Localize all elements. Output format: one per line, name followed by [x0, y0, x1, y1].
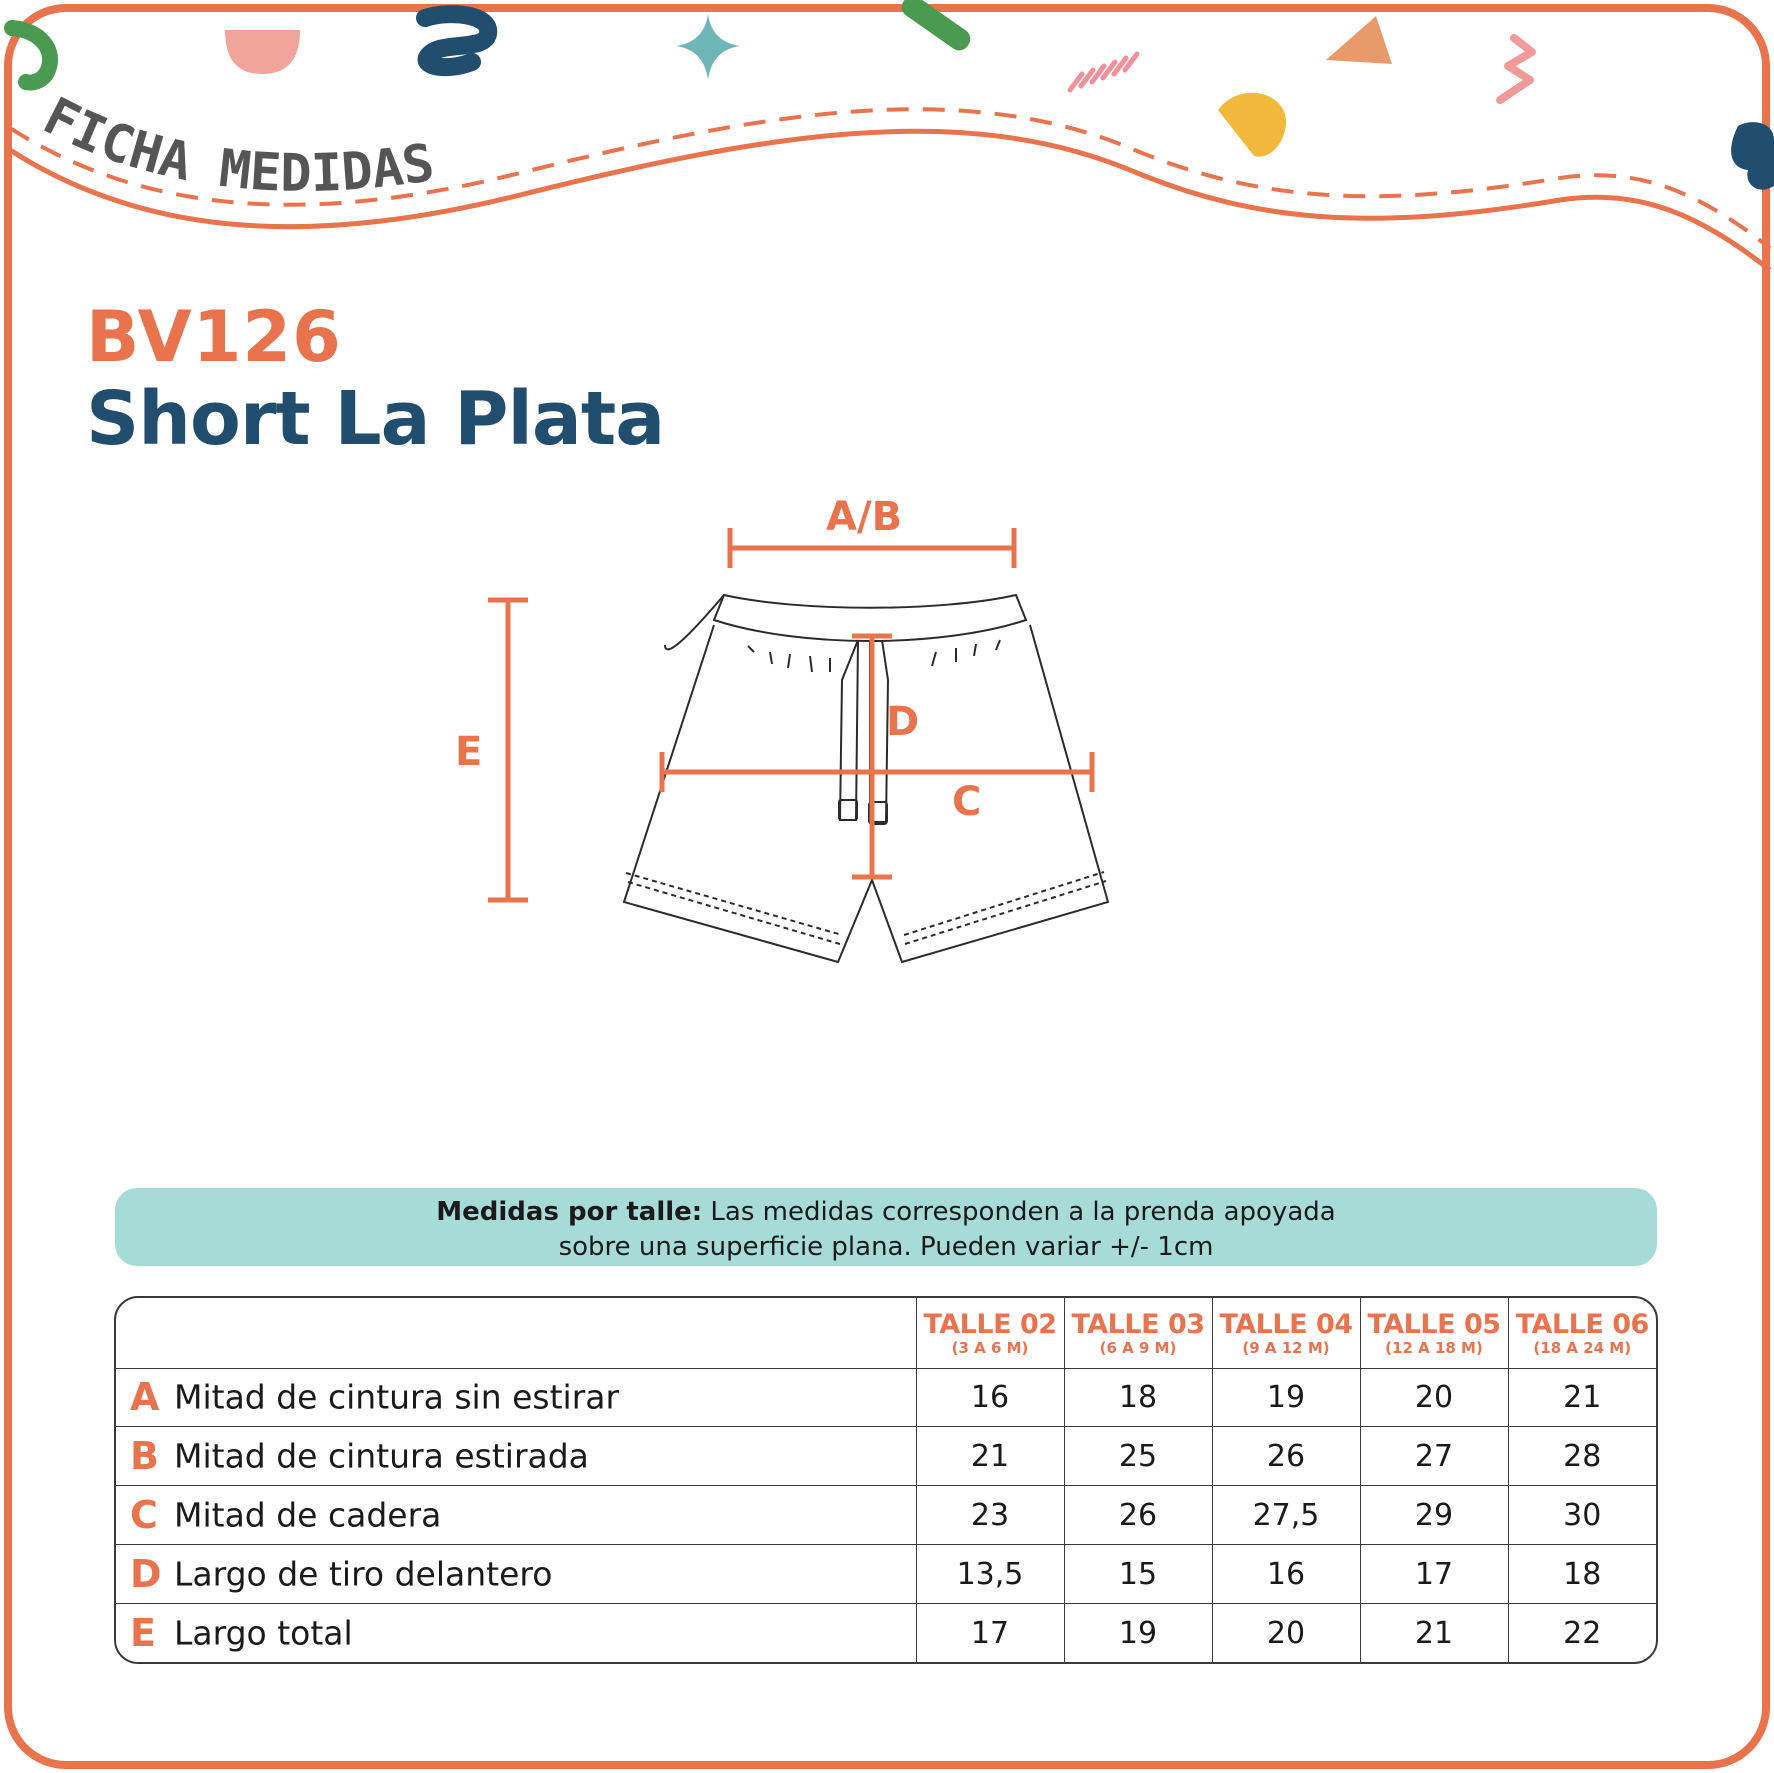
table-cell: 19: [1212, 1368, 1360, 1427]
size-name: TALLE 04: [1219, 1308, 1353, 1340]
table-cell: 23: [916, 1486, 1064, 1545]
rise-dimension-label: D: [886, 699, 920, 745]
size-name: TALLE 03: [1071, 1308, 1205, 1340]
note-line1-text: Las medidas corresponden a la prenda apoyada: [702, 1197, 1336, 1227]
size-age: (12 A 18 M): [1385, 1338, 1483, 1357]
shorts-illustration: [622, 595, 1108, 962]
size-age: (3 A 6 M): [951, 1338, 1029, 1357]
table-row: [116, 1368, 1656, 1427]
table-cell: 19: [1064, 1604, 1212, 1662]
table-cell: 21: [916, 1427, 1064, 1486]
row-label-cell: [116, 1427, 916, 1486]
table-row: [116, 1486, 1656, 1545]
table-header-row: [116, 1298, 1656, 1368]
row-letter: C: [130, 1493, 158, 1538]
table-cell: 20: [1212, 1604, 1360, 1662]
row-label-cell: [116, 1545, 916, 1604]
row-letter: D: [130, 1552, 162, 1597]
banner-title-text: FICHA MEDIDAS: [33, 86, 439, 205]
green-bar-shape: [898, 0, 975, 54]
table-cell: 28: [1508, 1427, 1656, 1486]
note-line2-text: sobre una superficie plana. Pueden variar +/- 1cm: [558, 1232, 1214, 1262]
size-age: (6 A 9 M): [1099, 1338, 1177, 1357]
hip-dimension-label: C: [952, 779, 982, 825]
yellow-half-circle-shape: [1218, 93, 1286, 157]
size-table: [114, 1296, 1658, 1664]
size-header: [1360, 1298, 1508, 1368]
row-label-cell: [116, 1486, 916, 1545]
table-cell: 21: [1508, 1368, 1656, 1427]
row-label: Largo de tiro delantero: [174, 1554, 553, 1594]
green-squiggle-shape: [12, 28, 50, 83]
row-letter: E: [130, 1611, 156, 1656]
size-name: TALLE 05: [1367, 1308, 1501, 1340]
product-title-block: [86, 296, 665, 464]
table-cell: 29: [1360, 1486, 1508, 1545]
table-cell: 13,5: [916, 1545, 1064, 1604]
table-cell: 18: [1508, 1545, 1656, 1604]
header-decoration: [0, 0, 1774, 300]
table-cell: 26: [1212, 1427, 1360, 1486]
table-row: [116, 1427, 1656, 1486]
measurement-note: [115, 1188, 1657, 1266]
waist-dimension-label: A/B: [826, 494, 903, 540]
size-name: TALLE 02: [923, 1308, 1057, 1340]
table-cell: 21: [1360, 1604, 1508, 1662]
product-name: Short La Plata: [86, 376, 665, 462]
length-dimension-label: E: [455, 729, 483, 775]
size-header: [1064, 1298, 1212, 1368]
dimension-lines: [488, 528, 1092, 900]
table-cell: 15: [1064, 1545, 1212, 1604]
table-cell: 30: [1508, 1486, 1656, 1545]
table-cell: 17: [916, 1604, 1064, 1662]
pink-zigzag-shape: [1500, 38, 1532, 100]
table-row: [116, 1545, 1656, 1604]
table-cell: 25: [1064, 1427, 1212, 1486]
size-name: TALLE 06: [1515, 1308, 1649, 1340]
navy-blob-shape: [1731, 122, 1774, 190]
table-cell: 26: [1064, 1486, 1212, 1545]
row-label: Largo total: [174, 1613, 353, 1653]
teal-sparkle-shape: [676, 14, 740, 80]
product-code: BV126: [86, 296, 342, 378]
navy-squiggle-shape: [425, 14, 488, 67]
table-row: [116, 1604, 1656, 1662]
table-cell: 27: [1360, 1427, 1508, 1486]
pink-hatch-shape: [1070, 54, 1137, 90]
row-label-cell: [116, 1604, 916, 1662]
table-cell: 16: [916, 1368, 1064, 1427]
shorts-diagram: [420, 480, 1140, 1000]
table-cell: 18: [1064, 1368, 1212, 1427]
size-age: (9 A 12 M): [1242, 1338, 1330, 1357]
size-age: (18 A 24 M): [1533, 1338, 1632, 1357]
row-letter: A: [130, 1375, 160, 1420]
size-header: [1508, 1298, 1656, 1368]
table-cell: 16: [1212, 1545, 1360, 1604]
size-header: [1212, 1298, 1360, 1368]
table-cell: 22: [1508, 1604, 1656, 1662]
row-label: Mitad de cadera: [174, 1495, 442, 1535]
row-label: Mitad de cintura sin estirar: [174, 1377, 620, 1417]
table-cell: 20: [1360, 1368, 1508, 1427]
table-header-empty: [116, 1298, 916, 1368]
row-letter: B: [130, 1434, 159, 1479]
orange-triangle-shape: [1326, 16, 1392, 64]
table-cell: 27,5: [1212, 1486, 1360, 1545]
row-label-cell: [116, 1368, 916, 1427]
note-bold-text: Medidas por talle:: [436, 1197, 703, 1227]
row-label: Mitad de cintura estirada: [174, 1436, 589, 1476]
size-header: [916, 1298, 1064, 1368]
pink-half-circle-shape: [225, 30, 300, 74]
table-cell: 17: [1360, 1545, 1508, 1604]
